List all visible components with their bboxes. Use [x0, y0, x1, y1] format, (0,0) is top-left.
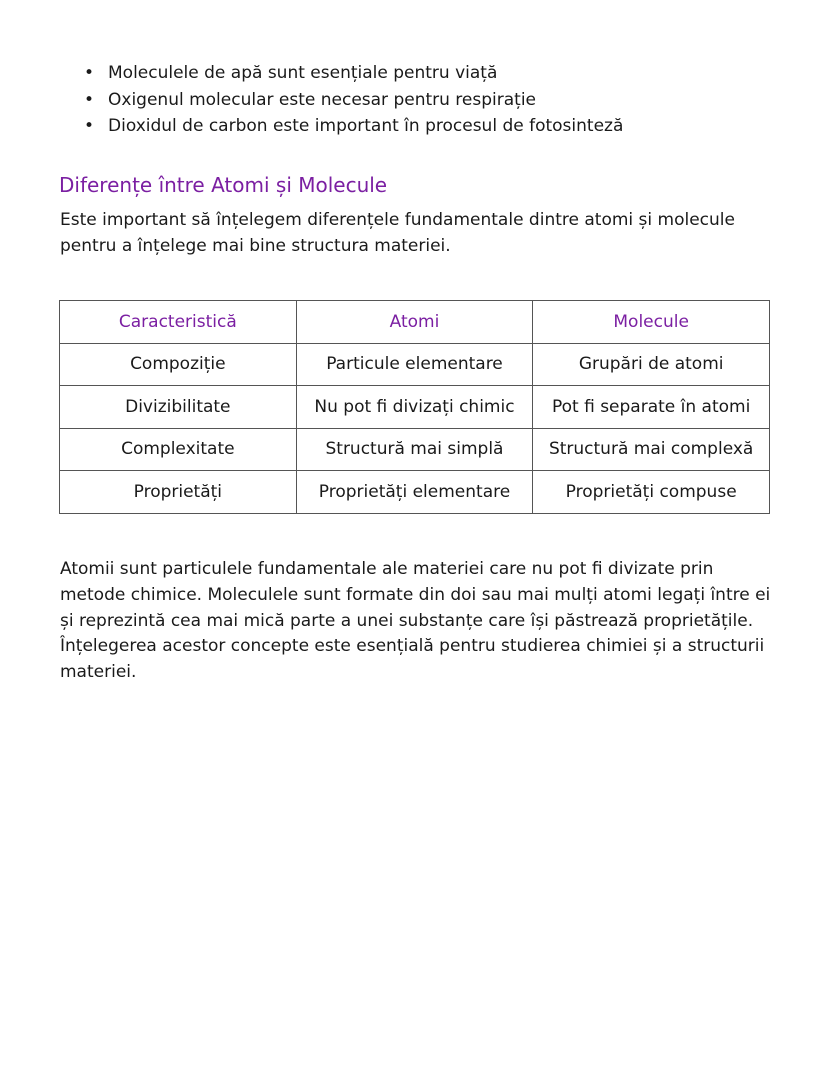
conclusion-paragraph: Atomii sunt particulele fundamentale ale materiei care nu pot fi divizate prin metode chimice. Moleculele sunt formate din doi sau mai mulți atomi legați între ei și reprezintă cea mai mică parte a unei substanțe care își păstrează proprietățile. Înțelegerea acestor concepte este esențială pentru studierea chimiei și a structurii materiei.	[60, 559, 771, 683]
intro-paragraph: Este important să înțelegem diferențele fundamentale dintre atomi și molecule pentru a înțelege mai bine structura materiei.	[60, 210, 735, 256]
table-header-cell: Molecule	[533, 301, 770, 344]
table-cell: Pot fi separate în atomi	[533, 386, 770, 429]
table-cell: Divizibilitate	[60, 386, 297, 429]
section-heading: Diferențe între Atomi și Molecule	[59, 173, 388, 197]
table-cell: Proprietăți elementare	[296, 471, 533, 514]
table-header-cell: Atomi	[296, 301, 533, 344]
bullet-item	[60, 87, 623, 114]
table-cell: Structură mai complexă	[533, 428, 770, 471]
bullet-dot-icon: •	[84, 89, 95, 110]
table-cell: Proprietăți	[60, 471, 297, 514]
table-cell: Nu pot fi divizați chimic	[296, 386, 533, 429]
bullet-text: Moleculele de apă sunt esențiale pentru viață	[108, 63, 498, 83]
bullet-item	[60, 113, 623, 140]
bullet-text: Oxigenul molecular este necesar pentru respirație	[108, 89, 536, 110]
bullet-list	[60, 60, 623, 140]
table-row	[60, 386, 770, 429]
table-header-cell: Caracteristică	[60, 301, 297, 344]
table-cell: Complexitate	[60, 428, 297, 471]
table-row	[60, 428, 770, 471]
table-cell: Grupări de atomi	[533, 343, 770, 386]
table-cell: Particule elementare	[296, 343, 533, 386]
table-row	[60, 471, 770, 514]
bullet-dot-icon: •	[84, 63, 95, 83]
bullet-dot-icon: •	[84, 116, 95, 136]
table-cell: Structură mai simplă	[296, 428, 533, 471]
table-row	[60, 343, 770, 386]
bullet-text: Dioxidul de carbon este important în procesul de fotosinteză	[108, 116, 624, 136]
table-cell: Compoziție	[60, 343, 297, 386]
table-header-row	[60, 301, 770, 344]
table-cell: Proprietăți compuse	[533, 471, 770, 514]
bullet-item	[60, 60, 623, 87]
comparison-table	[59, 300, 770, 514]
